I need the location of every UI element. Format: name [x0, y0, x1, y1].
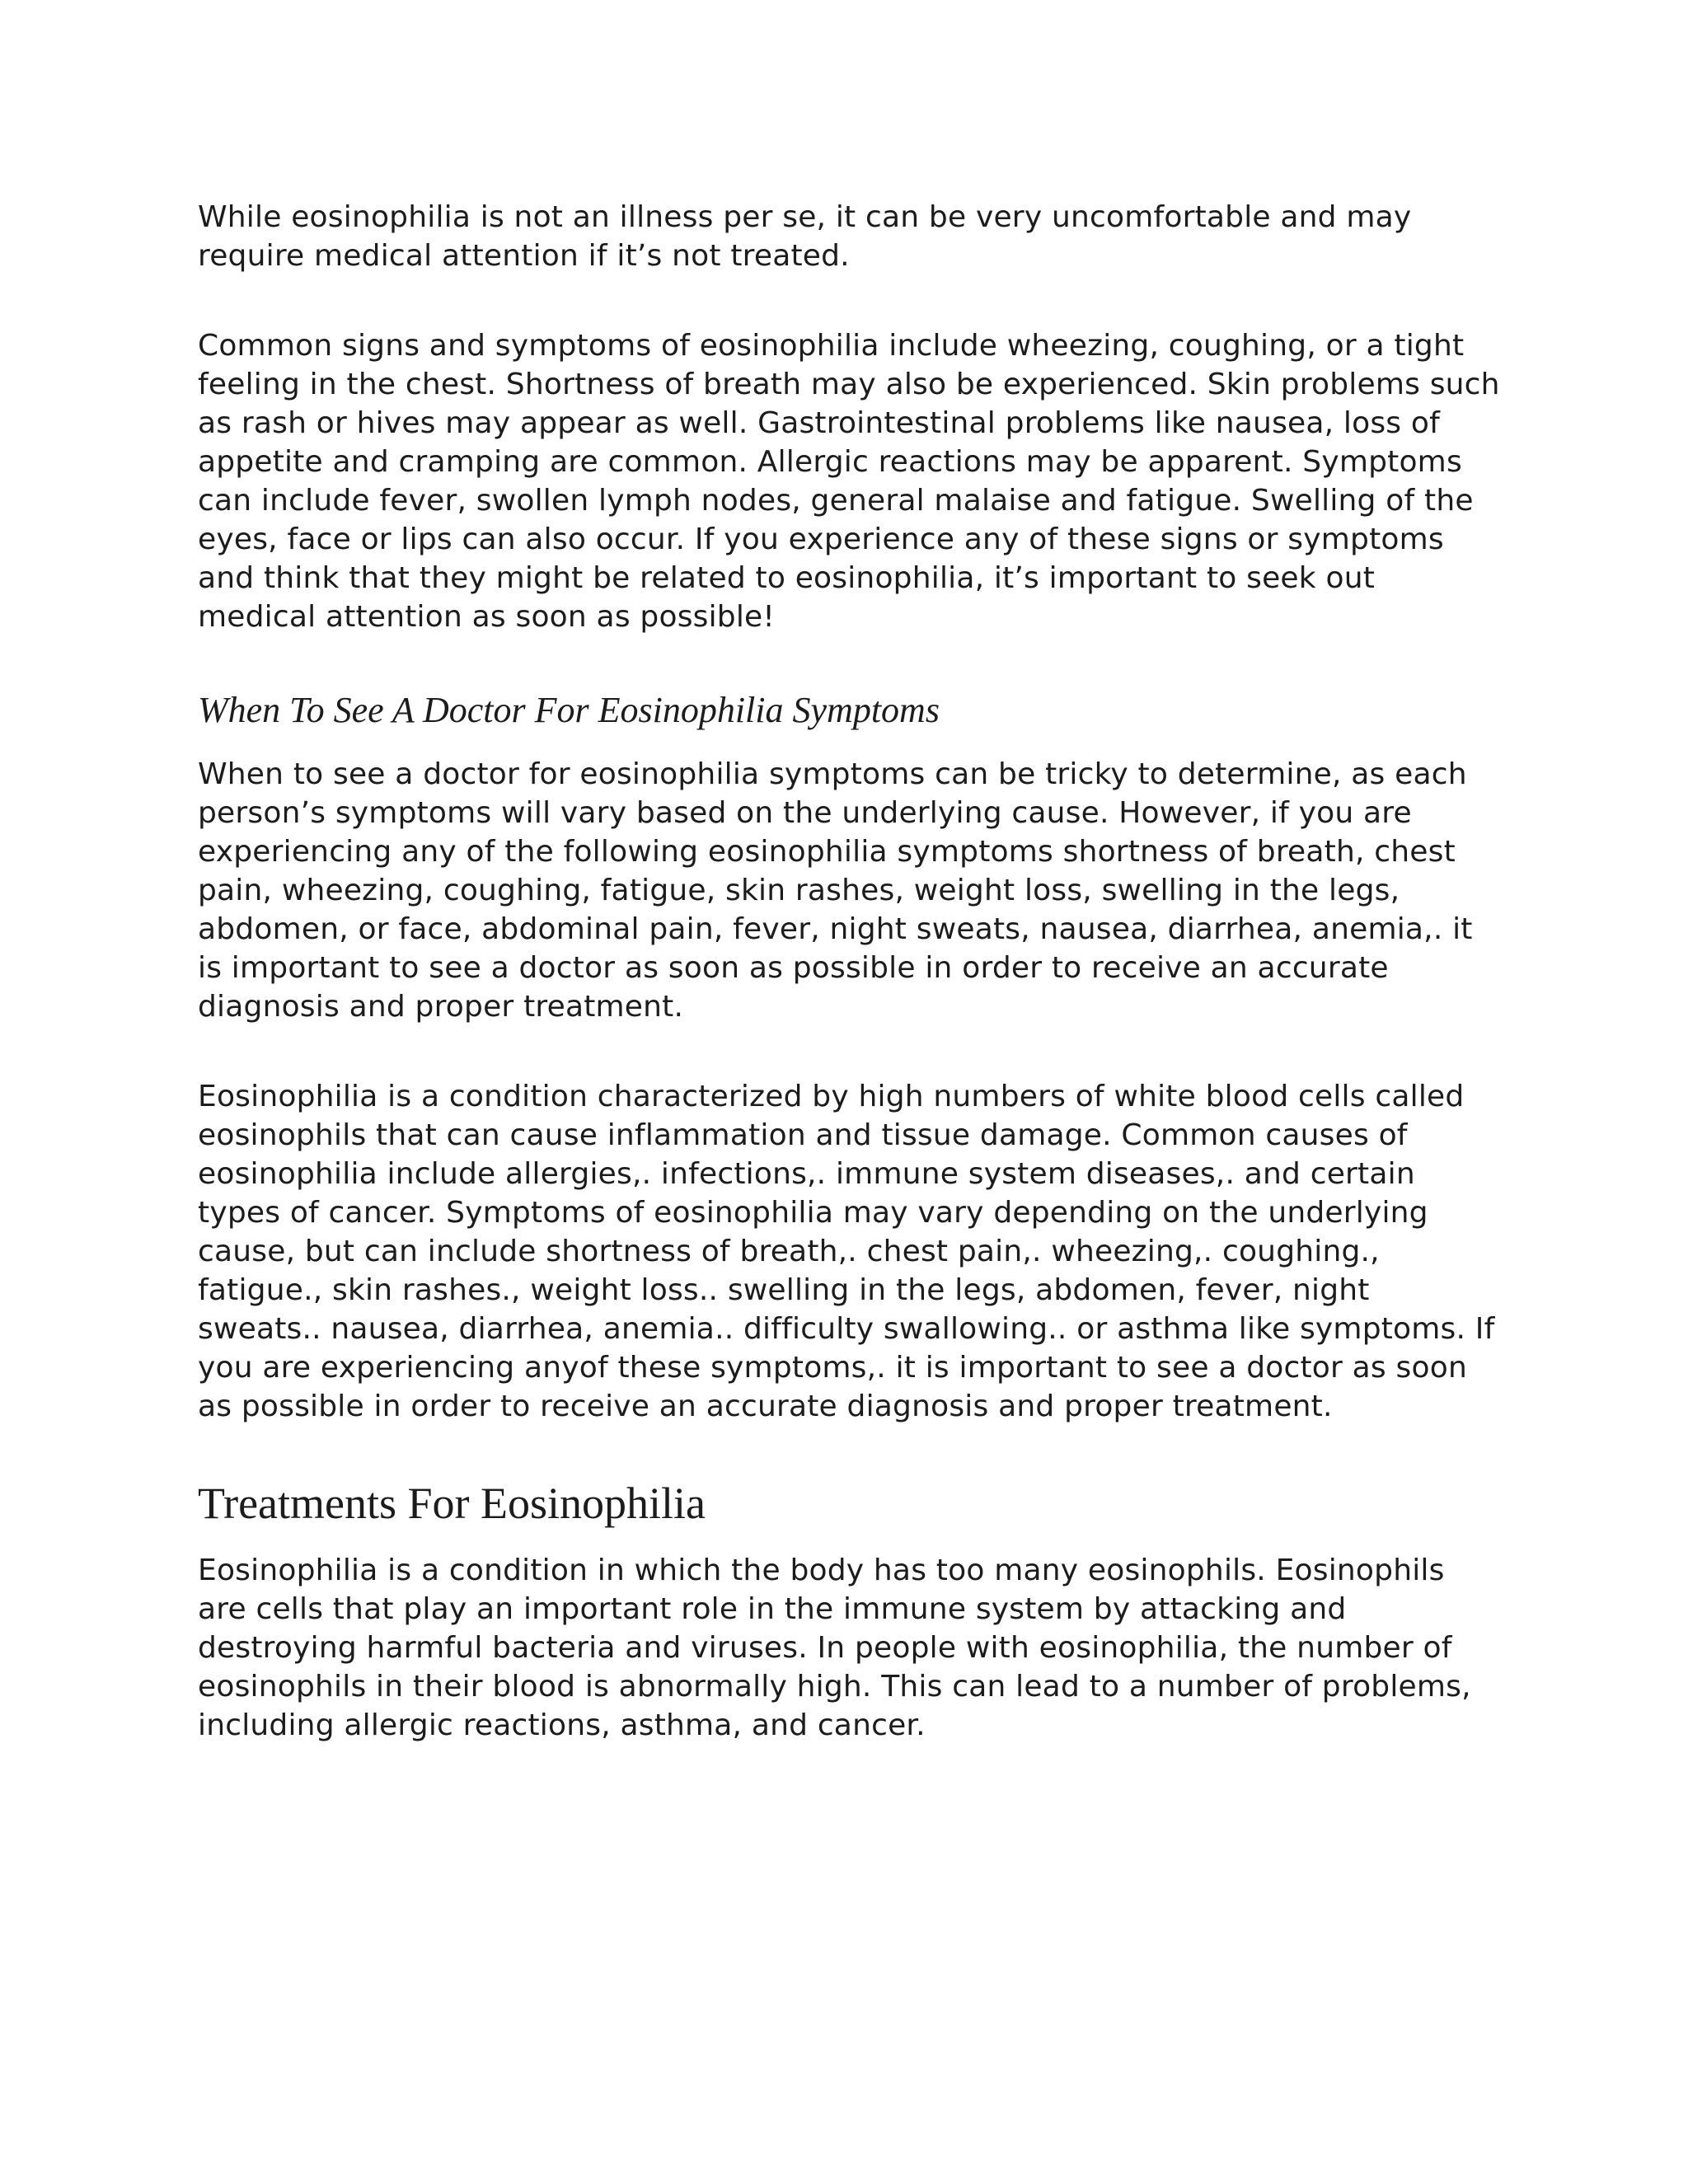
symptoms-paragraph: Common signs and symptoms of eosinophilia include wheezing, coughing, or a tight feeling in the chest. Shortness of breath may also be experienced. Skin problems such as rash or hives may appear as well. Gastrointestinal problems like nausea, loss of appetite and cramping are common. Allergic reactions may be apparent. Symptoms can include fever, swollen lymph nodes, general malaise and fatigue. Swelling of the eyes, face or lips can also occur. If you experience any of these signs or symptoms and think that they might be related to eosinophilia, it’s important to seek out medical attention as soon as possible!	[198, 329, 1500, 634]
intro-paragraph: While eosinophilia is not an illness per se, it can be very uncomfortable and may require medical attention if it’s not treated.	[198, 200, 1412, 273]
condition-description-paragraph: Eosinophilia is a condition characterized by high numbers of white blood cells called eosinophils that can cause inflammation and tissue damage. Common causes of eosinophilia include allergies,. infections,. immune system diseases,. and certain types of cancer. Symptoms of eosinophilia may vary depending on the underlying cause, but can include shortness of breath,. chest pain,. wheezing,. coughing., fatigue., skin rashes., weight loss.. swelling in the legs, abdomen, fever, night sweats.. nausea, diarrhea, anemia.. difficulty swallowing.. or asthma like symptoms. If you are experiencing anyof these symptoms,. it is important to see a doctor as soon as possible in order to receive an accurate diagnosis and proper treatment.	[198, 1080, 1495, 1423]
section-heading-treatments: Treatments For Eosinophilia	[198, 1479, 706, 1528]
document-page	[198, 198, 1500, 1796]
when-to-see-doctor-paragraph: When to see a doctor for eosinophilia symptoms can be tricky to determine, as each person’s symptoms will vary based on the underlying cause. However, if you are experiencing any of the following eosinophilia symptoms shortness of breath, chest pain, wheezing, coughing, fatigue, skin rashes, weight loss, swelling in the legs, abdomen, or face, abdominal pain, fever, night sweats, nausea, diarrhea, anemia,. it is important to see a doctor as soon as possible in order to receive an accurate diagnosis and proper treatment.	[198, 757, 1473, 1024]
treatments-paragraph: Eosinophilia is a condition in which the body has too many eosinophils. Eosinophils are cells that play an important role in the immune system by attacking and destroying harmful bacteria and viruses. In people with eosinophilia, the number of eosinophils in their blood is abnormally high. This can lead to a number of problems, including allergic reactions, asthma, and cancer.	[198, 1554, 1471, 1742]
section-heading-when-to-see-doctor: When To See A Doctor For Eosinophilia Symptoms	[198, 690, 940, 730]
